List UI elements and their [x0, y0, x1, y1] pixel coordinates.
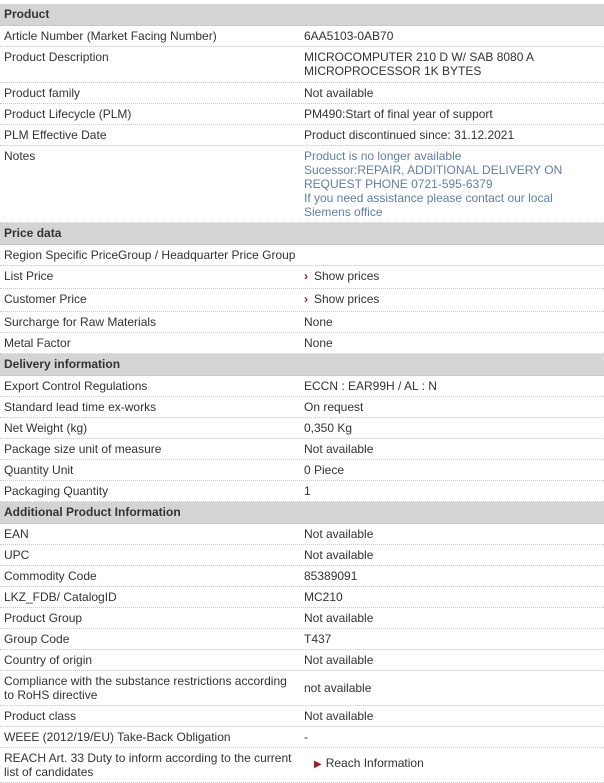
row-list-price	[0, 266, 604, 289]
label-commodity-code: Commodity Code	[4, 569, 97, 583]
row-rohs-compliance	[0, 671, 604, 706]
section-header-additional: Additional Product Information	[0, 502, 604, 524]
label-lead-time: Standard lead time ex-works	[4, 400, 157, 414]
value-commodity-code: 85389091	[304, 569, 358, 583]
row-ean	[0, 524, 604, 545]
show-prices-list-link[interactable]	[300, 266, 604, 288]
row-catalog-id	[0, 587, 604, 608]
label-product-description: Product Description	[4, 50, 109, 64]
notes-line-2: Sucessor:REPAIR, ADDITIONAL DELIVERY ON	[304, 163, 563, 177]
value-product-class: Not available	[304, 709, 374, 723]
value-notes	[300, 146, 604, 222]
value-weee: -	[304, 730, 308, 744]
label-product-group: Product Group	[4, 611, 83, 625]
show-prices-customer-link[interactable]	[300, 289, 604, 311]
row-package-size	[0, 439, 604, 460]
value-article-number: 6AA5103-0AB70	[304, 29, 394, 43]
label-weee: WEEE (2012/19/EU) Take-Back Obligation	[4, 730, 231, 744]
desc-line-1: MICROCOMPUTER 210 D W/ SAB 8080 A	[304, 50, 535, 64]
row-net-weight	[0, 418, 604, 439]
value-rohs-compliance: not available	[304, 681, 372, 695]
row-weee	[0, 727, 604, 748]
label-rohs-compliance	[0, 671, 300, 705]
product-data-sheet	[0, 4, 604, 783]
value-product-lifecycle: PM490:Start of final year of support	[304, 107, 493, 121]
row-commodity-code	[0, 566, 604, 587]
section-header-delivery: Delivery information	[0, 354, 604, 376]
notes-line-4[interactable]: If you need assistance please contact our local	[304, 191, 553, 205]
value-product-group: Not available	[304, 611, 374, 625]
value-net-weight: 0,350 Kg	[304, 421, 353, 435]
label-net-weight: Net Weight (kg)	[4, 421, 88, 435]
chevron-right-icon: ›	[304, 292, 308, 306]
row-group-code	[0, 629, 604, 650]
value-package-size: Not available	[304, 442, 374, 456]
row-export-control	[0, 376, 604, 397]
label-product-class: Product class	[4, 709, 77, 723]
label-reach	[0, 748, 300, 782]
row-product-group	[0, 608, 604, 629]
notes-line-1: Product is no longer available	[304, 149, 462, 163]
row-quantity-unit	[0, 460, 604, 481]
reach-information-label: Reach Information	[325, 756, 424, 770]
value-ean: Not available	[304, 527, 374, 541]
show-prices-list-label: Show prices	[314, 269, 380, 283]
label-export-control: Export Control Regulations	[4, 379, 148, 393]
label-region-price-group: Region Specific PriceGroup / Headquarter Price Group	[4, 248, 296, 262]
label-product-lifecycle: Product Lifecycle (PLM)	[4, 107, 132, 121]
value-lead-time: On request	[304, 400, 364, 414]
label-plm-effective-date: PLM Effective Date	[4, 128, 107, 142]
row-country-of-origin	[0, 650, 604, 671]
value-export-control: ECCN : EAR99H / AL : N	[304, 379, 437, 393]
row-customer-price	[0, 289, 604, 312]
rohs-label-line-1: Compliance with the substance restrictions according	[4, 674, 287, 688]
value-catalog-id: MC210	[304, 590, 343, 604]
value-surcharge: None	[304, 315, 333, 329]
row-article-number	[0, 26, 604, 47]
row-product-family	[0, 83, 604, 104]
value-plm-effective-date: Product discontinued since: 31.12.2021	[304, 128, 515, 142]
value-country-of-origin: Not available	[304, 653, 374, 667]
label-surcharge: Surcharge for Raw Materials	[4, 315, 157, 329]
label-upc: UPC	[4, 548, 30, 562]
reach-label-line-2: list of candidates	[4, 765, 94, 779]
label-article-number: Article Number (Market Facing Number)	[4, 29, 217, 43]
row-product-lifecycle	[0, 104, 604, 125]
value-quantity-unit: 0 Piece	[304, 463, 345, 477]
row-lead-time	[0, 397, 604, 418]
row-reach	[0, 748, 604, 783]
triangle-right-icon: ▶	[314, 759, 322, 770]
label-group-code: Group Code	[4, 632, 70, 646]
value-metal-factor: None	[304, 336, 333, 350]
label-product-family: Product family	[4, 86, 81, 100]
row-product-class	[0, 706, 604, 727]
row-packaging-quantity	[0, 481, 604, 502]
value-product-family: Not available	[304, 86, 374, 100]
label-customer-price: Customer Price	[4, 292, 87, 306]
reach-information-link[interactable]	[300, 748, 604, 782]
value-packaging-quantity: 1	[304, 484, 311, 498]
label-packaging-quantity: Packaging Quantity	[4, 484, 109, 498]
label-notes: Notes	[4, 149, 36, 163]
label-country-of-origin: Country of origin	[4, 653, 93, 667]
row-product-description	[0, 47, 604, 83]
section-header-price: Price data	[0, 223, 604, 245]
reach-label-line-1: REACH Art. 33 Duty to inform according to the current	[4, 751, 292, 765]
label-metal-factor: Metal Factor	[4, 336, 71, 350]
row-region-price-group	[0, 245, 604, 266]
label-package-size: Package size unit of measure	[4, 442, 162, 456]
row-metal-factor	[0, 333, 604, 354]
value-upc: Not available	[304, 548, 374, 562]
row-plm-effective-date	[0, 125, 604, 146]
row-upc	[0, 545, 604, 566]
desc-line-2: MICROPROCESSOR 1K BYTES	[304, 64, 482, 78]
rohs-label-line-2: to RoHS directive	[4, 688, 98, 702]
notes-line-5[interactable]: Siemens office	[304, 205, 383, 219]
label-list-price: List Price	[4, 269, 54, 283]
value-group-code: T437	[304, 632, 332, 646]
label-quantity-unit: Quantity Unit	[4, 463, 74, 477]
show-prices-customer-label: Show prices	[314, 292, 380, 306]
label-catalog-id: LKZ_FDB/ CatalogID	[4, 590, 117, 604]
label-ean: EAN	[4, 527, 29, 541]
row-notes	[0, 146, 604, 223]
row-surcharge-raw-materials	[0, 312, 604, 333]
chevron-right-icon: ›	[304, 269, 308, 283]
section-header-product: Product	[0, 4, 604, 26]
value-product-description	[300, 47, 604, 82]
notes-line-3: REQUEST PHONE 0721-595-6379	[304, 177, 493, 191]
